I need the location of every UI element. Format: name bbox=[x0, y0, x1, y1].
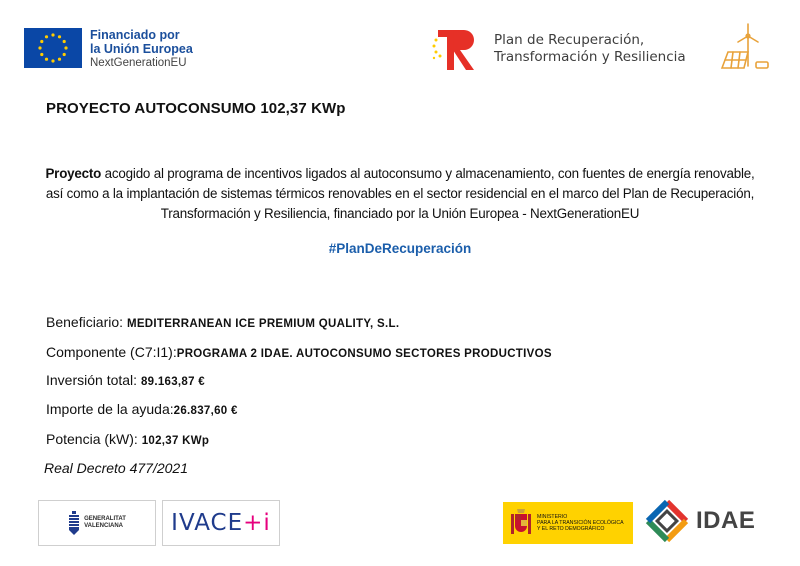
eu-funding-logo bbox=[24, 28, 193, 70]
eu-line2: la Unión Europea bbox=[90, 42, 193, 56]
ministry-line3: Y EL RETO DEMOGRÁFICO bbox=[537, 526, 605, 532]
ivace-text bbox=[171, 510, 271, 536]
beneficiario-label: Beneficiario: bbox=[46, 314, 124, 330]
ministerio-text bbox=[537, 514, 624, 532]
plan-recuperacion-text bbox=[494, 32, 686, 66]
ayuda-row bbox=[46, 401, 238, 417]
idae-text: IDAE bbox=[696, 507, 756, 534]
prtr-logo-icon bbox=[430, 26, 480, 72]
ayuda-label: Importe de la ayuda: bbox=[46, 401, 174, 417]
inversion-value: 89.163,87 € bbox=[140, 376, 206, 388]
project-description bbox=[40, 164, 760, 224]
componente-value: PROGRAMA 2 IDAE. AUTOCONSUMO SECTORES PRODUCTIVOS bbox=[176, 348, 552, 360]
eu-funding-text bbox=[90, 28, 193, 70]
description-body: acogido al programa de incentivos ligados al autoconsumo y almacenamiento, con fuentes de energía renovable, así como a la implantación de sistemas térmicos renovables en el sector residencial en el marco del Plan de Recuperación, Transformación y Resiliencia, financiado por la Unión Europea - NextGenerationEU bbox=[45, 166, 755, 221]
plan-line2: Transformación y Resiliencia bbox=[494, 49, 686, 65]
generalitat-valenciana-logo bbox=[38, 500, 156, 546]
potencia-label: Potencia (kW): bbox=[46, 431, 138, 447]
eu-line1: Financiado por bbox=[90, 28, 180, 42]
potencia-value: 102,37 KWp bbox=[141, 435, 210, 447]
potencia-row bbox=[46, 431, 209, 447]
gv-line1: GENERALITAT bbox=[84, 516, 126, 522]
plan-line1: Plan de Recuperación, bbox=[494, 32, 645, 48]
project-title: PROYECTO AUTOCONSUMO 102,37 KWp bbox=[46, 100, 346, 117]
hashtag: #PlanDeRecuperación bbox=[328, 241, 472, 256]
ivace-plus: +i bbox=[243, 510, 271, 536]
componente-row bbox=[46, 344, 552, 360]
gv-line2: VALENCIANA bbox=[84, 523, 123, 529]
ivace-logo bbox=[162, 500, 280, 546]
ivace-main: IVACE bbox=[171, 510, 244, 536]
spain-coat-of-arms-icon bbox=[509, 508, 533, 538]
beneficiario-row bbox=[46, 314, 399, 330]
beneficiario-value: MEDITERRANEAN ICE PREMIUM QUALITY, S.L. bbox=[126, 318, 400, 330]
solar-wind-energy-icon bbox=[718, 22, 770, 74]
ministerio-logo bbox=[503, 502, 633, 544]
idae-logo bbox=[644, 498, 755, 544]
generalitat-crest-icon bbox=[68, 511, 80, 535]
eu-flag-icon bbox=[24, 28, 82, 68]
ministry-line1: MINISTERIO bbox=[537, 514, 568, 520]
generalitat-text bbox=[84, 516, 126, 530]
ayuda-value: 26.837,60 € bbox=[173, 405, 238, 417]
componente-label: Componente (C7:I1): bbox=[46, 344, 177, 360]
real-decreto: Real Decreto 477/2021 bbox=[44, 460, 188, 476]
description-lead: Proyecto bbox=[45, 166, 102, 181]
plan-recuperacion-logo bbox=[430, 26, 686, 72]
inversion-row bbox=[46, 372, 205, 388]
inversion-label: Inversión total: bbox=[46, 372, 138, 388]
idae-emblem-icon bbox=[644, 498, 690, 544]
ministry-line2: PARA LA TRANSICIÓN ECOLÓGICA bbox=[537, 520, 624, 526]
eu-line3: NextGenerationEU bbox=[90, 57, 187, 69]
